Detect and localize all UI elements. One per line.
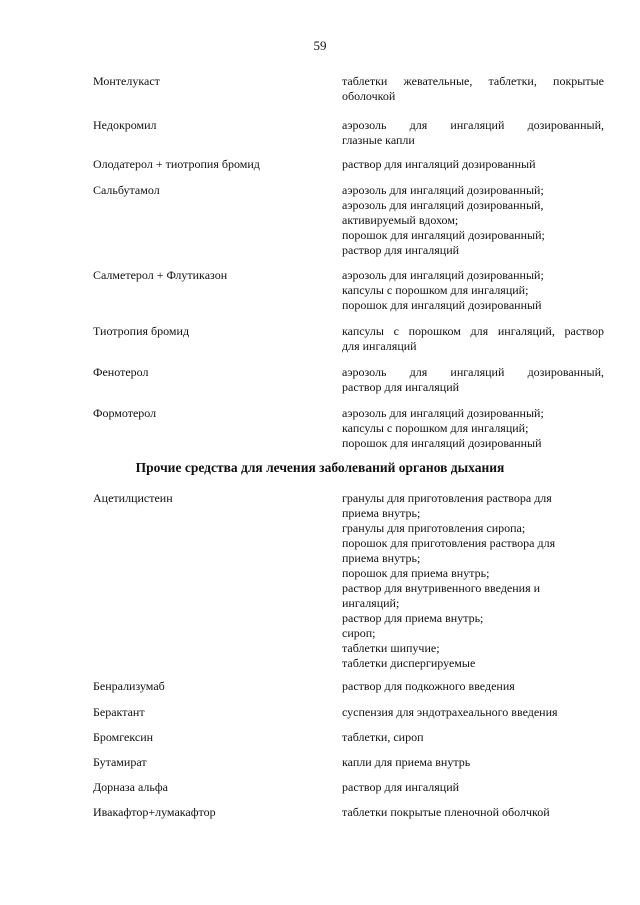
dosage-forms: [342, 157, 604, 172]
section-heading: Прочие средства для лечения заболеваний органов дыхания: [135, 460, 505, 475]
drug-name: Ацетилцистеин: [93, 491, 173, 505]
dosage-forms: [342, 780, 604, 795]
dosage-forms: [342, 268, 604, 313]
dosage-form-line: приема внутрь;: [342, 506, 421, 520]
dosage-form-line: аэрозоль для ингаляций дозированный;: [342, 268, 544, 282]
dosage-form-line: таблетки шипучие;: [342, 641, 440, 655]
dosage-form-line: раствор для внутривенного введения и: [342, 581, 541, 595]
dosage-form-line: порошок для приема внутрь;: [342, 566, 490, 580]
drug-name: Недокромил: [93, 118, 157, 132]
dosage-form-line: таблетки, сироп: [342, 730, 424, 744]
dosage-form-line: порошок для приготовления раствора для: [342, 536, 556, 550]
dosage-form-line: раствор для ингаляций: [342, 243, 460, 257]
dosage-forms: [342, 805, 604, 820]
drug-name: Берактант: [93, 705, 145, 719]
drug-name: Формотерол: [93, 406, 157, 420]
dosage-form-line: раствор для ингаляций: [342, 780, 460, 794]
drug-name: Олодатерол + тиотропия бромид: [93, 157, 260, 171]
dosage-form-line: аэрозоль для ингаляций дозированный;: [342, 406, 544, 420]
drug-name: Бутамират: [93, 755, 147, 769]
drug-name: Бромгексин: [93, 730, 154, 744]
page-number: 59: [313, 38, 327, 53]
drug-name: Сальбутамол: [93, 183, 160, 197]
dosage-forms: [342, 491, 604, 671]
dosage-form-line: приема внутрь;: [342, 551, 421, 565]
dosage-forms: [342, 730, 604, 745]
dosage-form-line: капсулы с порошком для ингаляций, раствор: [342, 324, 604, 338]
dosage-forms: [342, 324, 604, 354]
dosage-forms: [342, 183, 604, 258]
drug-name: Фенотерол: [93, 365, 149, 379]
drug-name: Дорназа альфа: [93, 780, 168, 794]
dosage-forms: [342, 705, 604, 720]
dosage-form-line: сироп;: [342, 626, 376, 640]
dosage-form-line: активируемый вдохом;: [342, 213, 459, 227]
dosage-form-line: капли для приема внутрь: [342, 755, 471, 769]
dosage-form-line: таблетки покрытые пленочной оболчкой: [342, 805, 550, 819]
dosage-form-line: аэрозоль для ингаляций дозированный;: [342, 183, 544, 197]
dosage-forms: [342, 406, 604, 451]
dosage-form-line: аэрозоль для ингаляций дозированный,: [342, 118, 604, 132]
dosage-form-line: аэрозоль для ингаляций дозированный,: [342, 198, 544, 212]
dosage-forms: [342, 365, 604, 395]
dosage-forms: [342, 118, 604, 148]
dosage-form-line: раствор для ингаляций дозированный: [342, 157, 536, 171]
dosage-forms: [342, 679, 604, 694]
dosage-form-line: порошок для ингаляций дозированный: [342, 436, 542, 450]
dosage-form-line: суспензия для эндотрахеального введения: [342, 705, 558, 719]
dosage-form-line: раствор для подкожного введения: [342, 679, 515, 693]
dosage-form-line: аэрозоль для ингаляций дозированный,: [342, 365, 604, 379]
dosage-forms: [342, 755, 604, 770]
drug-name: Бенрализумаб: [93, 679, 165, 693]
dosage-form-line: таблетки жевательные, таблетки, покрытые: [342, 74, 604, 88]
drug-name: Салметерол + Флутиказон: [93, 268, 228, 282]
dosage-form-line: гранулы для приготовления раствора для: [342, 491, 552, 505]
drug-name: Тиотропия бромид: [93, 324, 190, 338]
dosage-form-line: капсулы с порошком для ингаляций;: [342, 421, 529, 435]
dosage-form-line: порошок для ингаляций дозированный: [342, 298, 542, 312]
dosage-form-line: раствор для ингаляций: [342, 380, 460, 394]
dosage-form-line: таблетки диспергируемые: [342, 656, 476, 670]
dosage-form-line: ингаляций;: [342, 596, 400, 610]
dosage-forms: [342, 74, 604, 104]
dosage-form-line: порошок для ингаляций дозированный;: [342, 228, 545, 242]
dosage-form-line: раствор для приема внутрь;: [342, 611, 484, 625]
dosage-form-line: капсулы с порошком для ингаляций;: [342, 283, 529, 297]
drug-name: Монтелукаст: [93, 74, 160, 88]
dosage-form-line: глазные капли: [342, 133, 415, 147]
dosage-form-line: для ингаляций: [342, 339, 417, 353]
drug-name: Ивакафтор+лумакафтор: [93, 805, 216, 819]
dosage-form-line: оболочкой: [342, 89, 396, 103]
dosage-form-line: гранулы для приготовления сиропа;: [342, 521, 526, 535]
